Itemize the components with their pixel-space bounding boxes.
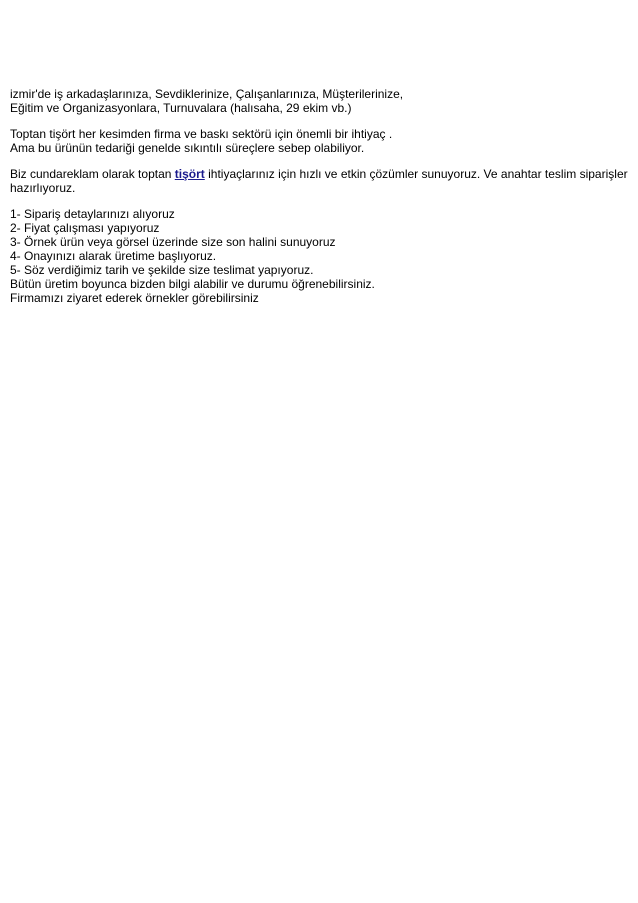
list-item: Bütün üretim boyunca bizden bilgi alabilir ve durumu öğrenebilirsiniz. xyxy=(10,277,375,291)
need-line-1: Toptan tişört her kesimden firma ve baskı sektörü için önemli bir ihtiyaç . xyxy=(10,127,393,141)
tisort-link[interactable]: tişört xyxy=(174,167,205,181)
intro-line-2: Eğitim ve Organizasyonlara, Turnuvalara (halısaha, 29 ekim vb.) xyxy=(10,101,352,115)
list-item: 4- Onayınızı alarak üretime başlıyoruz. xyxy=(10,249,217,263)
list-item: Firmamızı ziyaret ederek örnekler görebilirsiniz xyxy=(10,291,259,305)
intro-paragraph xyxy=(10,87,630,115)
need-paragraph xyxy=(10,127,630,155)
solution-text-after: ihtiyaçlarınız için hızlı ve etkin çözümler sunuyoruz. Ve anahtar teslim siparişler hazırlıyoruz. xyxy=(10,167,628,195)
list-item: 3- Örnek ürün veya görsel üzerinde size son halini sunuyoruz xyxy=(10,235,336,249)
process-list xyxy=(10,207,630,305)
intro-line-1: izmir'de iş arkadaşlarınıza, Sevdiklerinize, Çalışanlarınıza, Müşterilerinize, xyxy=(10,87,404,101)
document-body xyxy=(10,87,630,305)
need-line-2: Ama bu ürünün tedariği genelde sıkıntılı süreçlere sebep olabiliyor. xyxy=(10,141,365,155)
list-item: 5- Söz verdiğimiz tarih ve şekilde size teslimat yapıyoruz. xyxy=(10,263,314,277)
solution-paragraph xyxy=(10,167,630,195)
solution-text-before: Biz cundareklam olarak toptan xyxy=(10,167,175,181)
list-item: 2- Fiyat çalışması yapıyoruz xyxy=(10,221,160,235)
list-item: 1- Sipariş detaylarınızı alıyoruz xyxy=(10,207,175,221)
